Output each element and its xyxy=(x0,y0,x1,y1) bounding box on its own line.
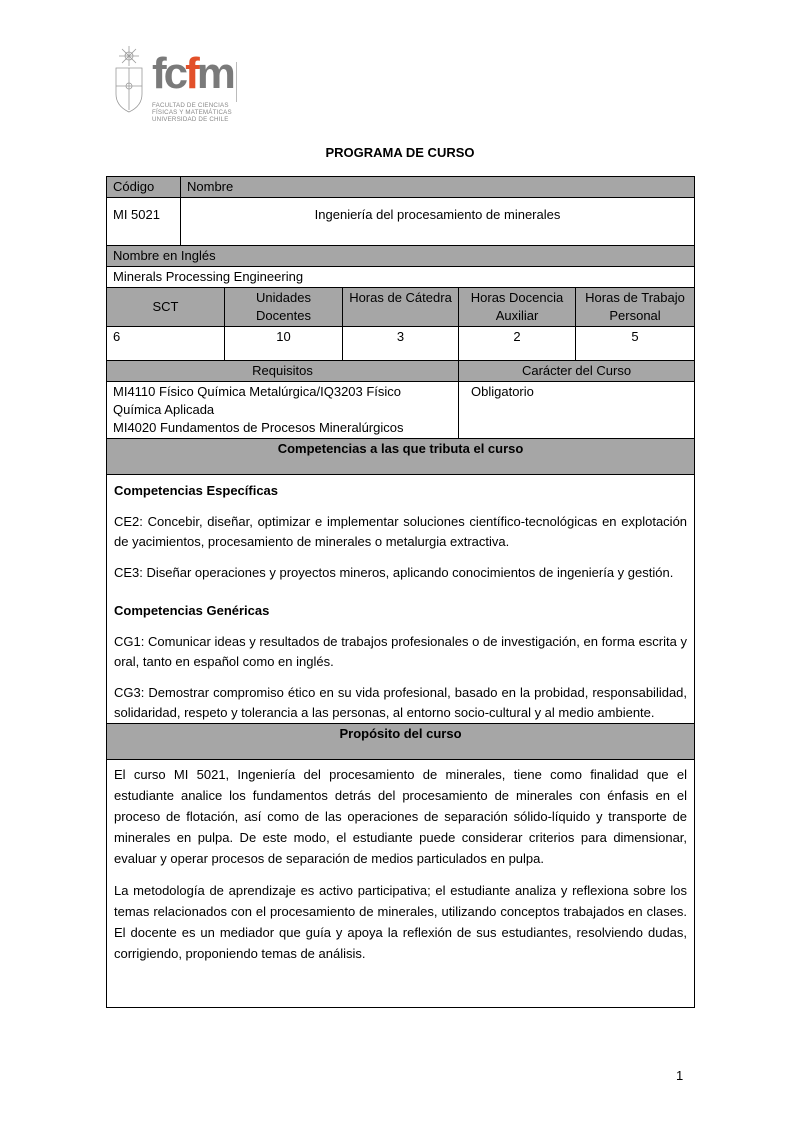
hours-value-catedra: 3 xyxy=(343,327,459,361)
hours-header-auxiliar: Horas Docencia Auxiliar xyxy=(459,288,576,327)
proposito-section xyxy=(107,760,695,1008)
fcfm-wordmark: fcfm xyxy=(152,49,233,98)
page-title: PROGRAMA DE CURSO xyxy=(325,145,475,160)
hours-value-auxiliar: 2 xyxy=(459,327,576,361)
hours-header-unidades: Unidades Docentes xyxy=(225,288,343,327)
university-crest-icon xyxy=(112,46,146,114)
competencias-especificas-title: Competencias Específicas xyxy=(114,483,279,498)
nombre-label: Nombre xyxy=(181,177,695,198)
proposito-header: Propósito del curso xyxy=(107,724,695,760)
hours-value-unidades: 10 xyxy=(225,327,343,361)
page-number: 1 xyxy=(676,1068,684,1083)
competencias-section xyxy=(107,475,695,724)
requisito-item: MI4020 Fundamentos de Procesos Mineralúrgicos xyxy=(113,420,404,435)
competencia-item: CG1: Comunicar ideas y resultados de trabajos profesionales o de investigación, en forma escrita y oral, tanto en español como en inglés. xyxy=(114,634,688,669)
competencias-genericas-title: Competencias Genéricas xyxy=(114,603,270,618)
course-name-english: Minerals Processing Engineering xyxy=(107,267,695,288)
requisito-item: MI4110 Físico Química Metalúrgica/IQ3203 Físico Química Aplicada xyxy=(113,384,402,417)
requisitos-label: Requisitos xyxy=(107,361,459,382)
hours-value-sct: 6 xyxy=(107,327,225,361)
requisitos-list xyxy=(107,382,459,439)
fcfm-logo xyxy=(112,46,242,132)
proposito-paragraph: La metodología de aprendizaje es activo participativa; el estudiante analiza y reflexiona sobre los temas relacionados con el procesamiento de minerales, utilizando conceptos trabajados en clases. El docente es un mediador que guía y apoya la reflexión de sus estudiantes, resolviendo dudas, corrigiendo, proponiendo temas de análisis. xyxy=(114,883,688,961)
course-program-table xyxy=(106,176,695,1008)
logo-divider xyxy=(236,62,237,102)
codigo-label: Código xyxy=(107,177,181,198)
hours-value-personal: 5 xyxy=(576,327,695,361)
course-code: MI 5021 xyxy=(107,198,181,246)
hours-header-catedra: Horas de Cátedra xyxy=(343,288,459,327)
hours-header-personal: Horas de Trabajo Personal xyxy=(576,288,695,327)
competencias-header: Competencias a las que tributa el curso xyxy=(107,439,695,475)
competencia-item: CE3: Diseñar operaciones y proyectos mineros, aplicando conocimientos de ingeniería y gestión. xyxy=(114,565,674,580)
hours-header-sct: SCT xyxy=(107,288,225,327)
faculty-name: FACULTAD DE CIENCIAS FÍSICAS Y MATEMÁTICAS UNIVERSIDAD DE CHILE xyxy=(152,102,232,123)
competencia-item: CE2: Concebir, diseñar, optimizar e implementar soluciones científico-tecnológicas en explotación de yacimientos, procesamiento de minerales o metalurgia extractiva. xyxy=(114,514,688,549)
caracter-label: Carácter del Curso xyxy=(459,361,695,382)
course-name: Ingeniería del procesamiento de minerales xyxy=(181,198,695,246)
competencia-item: CG3: Demostrar compromiso ético en su vida profesional, basado en la probidad, responsabilidad, solidaridad, respeto y tolerancia a las personas, al entorno socio-cultural y al medio ambiente. xyxy=(114,685,688,720)
caracter-value: Obligatorio xyxy=(459,382,695,439)
nombre-ingles-label: Nombre en Inglés xyxy=(107,246,695,267)
proposito-paragraph: El curso MI 5021, Ingeniería del procesamiento de minerales, tiene como finalidad que el estudiante analice los fundamentos detrás del procesamiento de minerales con énfasis en el proceso de flotación, así como de las operaciones de separación sólido-líquido y transporte de minerales en pulpa. De este modo, el estudiante puede considerar criterios para dimensionar, evaluar y operar procesos de separación de medios particulados en pulpa. xyxy=(114,767,688,866)
